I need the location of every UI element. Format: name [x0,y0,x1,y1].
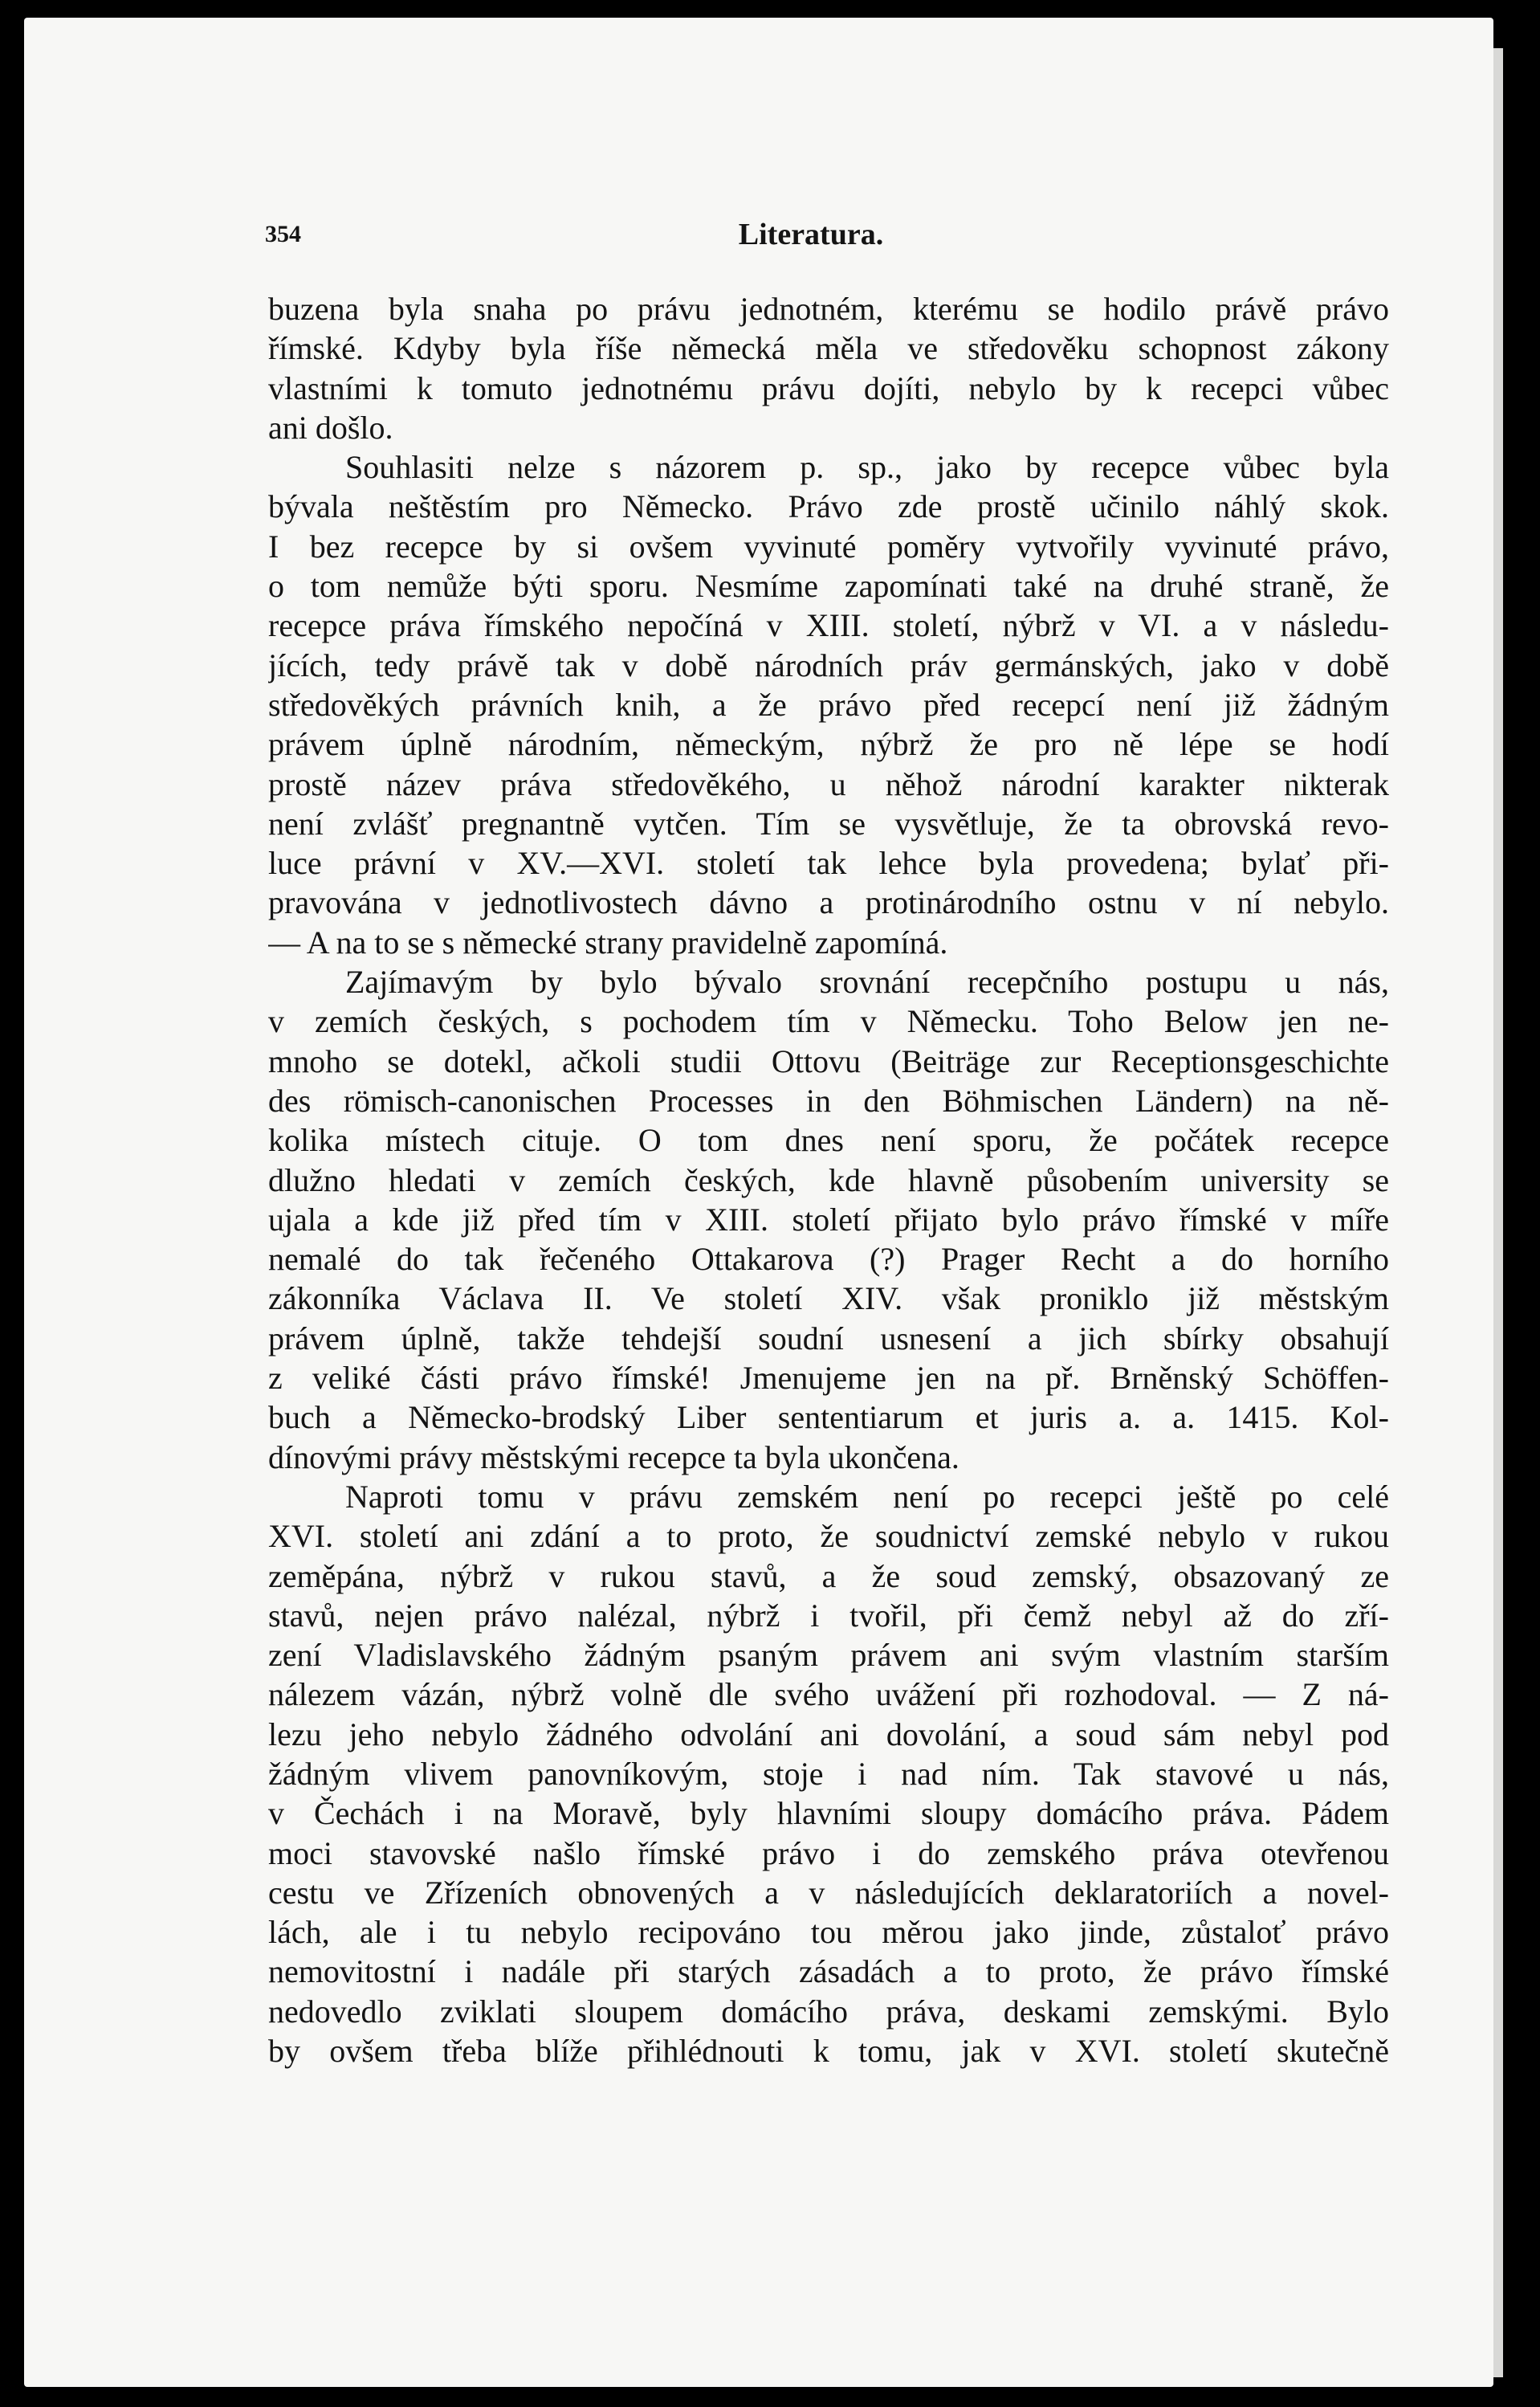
running-title: Literatura. [738,218,884,251]
text-line: ujala a kde již před tím v XIII. století přijato bylo právo římské v míře [268,1201,1389,1238]
text-line: v Čechách i na Moravě, byly hlavními sloupy domácího práva. Pádem [268,1795,1389,1832]
text-line: středověkých právních knih, a že právo před recepcí není již žádným [268,686,1389,723]
text-line: lách, ale i tu nebylo recipováno tou měrou jako jinde, zůstaloť právo [268,1914,1389,1951]
text-line: nemovitostní i nadále při starých zásadách a to proto, že právo římské [268,1953,1389,1990]
text-line: XVI. století ani zdání a to proto, že soudnictví zemské nebylo v rukou [268,1518,1389,1555]
text-line: stavů, nejen právo nalézal, nýbrž i tvořil, při čemž nebyl až do zří- [268,1597,1389,1634]
text-line: recepce práva římského nepočíná v XIII. století, nýbrž v VI. a v následu- [268,607,1389,644]
text-line: zákonníka Václava II. Ve století XIV. však proniklo již městským [268,1280,1389,1317]
text-line: des römisch-canonischen Processes in den Böhmischen Ländern) na ně- [268,1082,1389,1119]
text-line: v zemích českých, s pochodem tím v Německu. Toho Below jen ne- [268,1003,1389,1040]
text-line: lezu jeho nebylo žádného odvolání ani dovolání, a soud sám nebyl pod [268,1715,1389,1752]
text-line: by ovšem třeba blíže přihlédnouti k tomu, jak v XVI. století skutečně [268,2033,1389,2070]
text-line: mnoho se dotekl, ačkoli studii Ottovu (Beiträge zur Receptionsgeschichte [268,1042,1389,1079]
text-line: právem úplně, takže tehdejší soudní usnesení a jich sbírky obsahují [268,1320,1389,1356]
text-line: Naproti tomu v právu zemském není po recepci ještě po celé [345,1478,1389,1515]
paragraph [268,447,1389,962]
text-line: cestu ve Zřízeních obnovených a v následujících deklaratoriích a novel- [268,1874,1389,1911]
text-line: žádným vlivem panovníkovým, stoje i nad ním. Tak stavové u nás, [268,1755,1389,1792]
text-line: buch a Německo-brodský Liber sententiarum et juris a. a. 1415. Kol- [268,1399,1389,1436]
text-line: Souhlasiti nelze s názorem p. sp., jako by recepce vůbec byla [345,449,1389,486]
text-line: jících, tedy právě tak v době národních práv germánských, jako v době [268,647,1389,683]
text-line: není zvlášť pregnantně vytčen. Tím se vysvětluje, že ta obrovská revo- [268,805,1389,842]
text-line: pravována v jednotlivostech dávno a protinárodního ostnu v ní nebylo. [268,884,1389,921]
text-line: kolika místech cituje. O tom dnes není sporu, že počátek recepce [268,1122,1389,1159]
text-line: nedovedlo zviklati sloupem domácího práva, deskami zemskými. Bylo [268,1993,1389,2030]
text-line: prostě název práva středověkého, u něhož národní karakter nikterak [268,765,1389,802]
text-line: právem úplně národním, německým, nýbrž že pro ně lépe se hodí [268,726,1389,763]
text-line: o tom nemůže býti sporu. Nesmíme zapomínati také na druhé straně, že [268,568,1389,605]
text-line: dlužno hledati v zemích českých, kde hlavně působením university se [268,1161,1389,1198]
text-line: nálezem vázán, nýbrž volně dle svého uvážení při rozhodoval. — Z ná- [268,1676,1389,1713]
text-line: vlastními k tomuto jednotnému právu dojíti, nebylo by k recepci vůbec [268,369,1389,406]
text-line: luce právní v XV.—XVI. století tak lehce byla provedena; bylať při- [268,845,1389,882]
text-line: zeměpána, nýbrž v rukou stavů, a že soud zemský, obsazovaný ze [268,1557,1389,1594]
text-line: moci stavovské našlo římské právo i do zemského práva otevřenou [268,1834,1389,1871]
paragraph [268,962,1389,1477]
text-line: — A na to se s německé strany pravidelně zapomíná. [268,924,948,961]
text-line: I bez recepce by si ovšem vyvinuté poměry vytvořily vyvinuté právo, [268,528,1389,565]
page-number: 354 [265,221,301,247]
page-edge [1493,48,1503,2377]
text-line: římské. Kdyby byla říše německá měla ve středověku schopnost zákony [268,330,1389,367]
body-text [268,289,1389,2070]
text-line: bývala neštěstím pro Německo. Právo zde prostě učinilo náhlý skok. [268,488,1389,525]
text-line: z veliké části právo římské! Jmenujeme jen na př. Brněnský Schöffen- [268,1360,1389,1397]
text-line: ani došlo. [268,409,393,446]
paragraph [268,1477,1389,2070]
text-line: nemalé do tak řečeného Ottakarova (?) Prager Recht a do horního [268,1241,1389,1278]
text-line: buzena byla snaha po právu jednotném, kterému se hodilo právě právo [268,291,1389,327]
text-line: dínovými právy městskými recepce ta byla ukončena. [268,1438,959,1475]
page-header [241,210,1381,259]
paragraph [268,289,1389,447]
text-line: Zajímavým by bylo bývalo srovnání recepčního postupu u nás, [345,964,1389,1001]
text-line: zení Vladislavského žádným psaným právem ani svým vlastním starším [268,1637,1389,1674]
